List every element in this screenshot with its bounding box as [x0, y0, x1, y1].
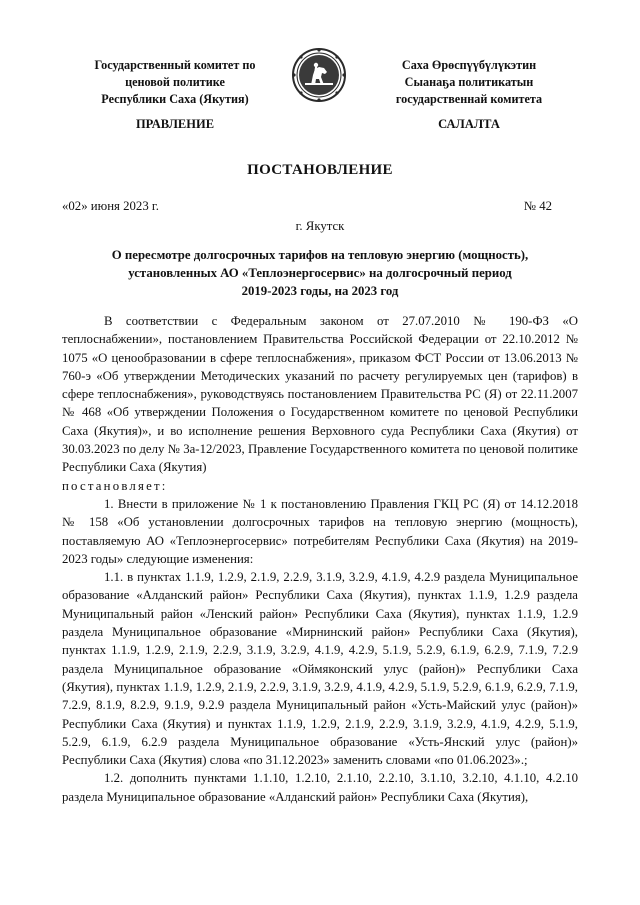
item-1-paragraph: 1. Внести в приложение № 1 к постановлению Правления ГКЦ РС (Я) от 14.12.2018 № 158 «Об установлении долгосрочных тарифов на тепловую энергию (мощность), поставляемую АО «Теплоэнергосервис» потребителям Республики Саха (Якутия) на 2019-2023 годы» следующие изменения: [62, 496, 578, 566]
preamble-paragraph: В соответствии с Федеральным законом от 27.07.2010 № 190-ФЗ «О теплоснабжении», постановлением Правительства Российской Федерации от 22.10.2012 № 1075 «О ценообразовании в сфере теплоснабжения», приказом ФСТ России от 13.06.2013 № 760-э «Об утверждении Методических указаний по расчету регулируемых цен (тарифов) в сфере теплоснабжения», руководствуясь постановлением Правительства РС (Я) от 22.11.2007 № 468 «Об утверждении Положения о Государственном комитете по ценовой Республики Саха (Якутия)», и во исполнение решения Верховного суда Республики Саха (Якутия) от 30.03.2023 по делу № 3а-12/2023, Правление Государственного комитета по ценовой политике Республики Саха (Якутия) [62, 314, 578, 475]
board-label-russian: ПРАВЛЕНИЕ [135, 117, 215, 131]
subject-line: установленных АО «Теплоэнергосервис» на долгосрочный период [128, 266, 512, 280]
item-1-1-paragraph: 1.1. в пунктах 1.1.9, 1.2.9, 2.1.9, 2.2.9, 3.1.9, 3.2.9, 4.1.9, 4.2.9 раздела Муниципальное образование «Алданский район» Республики Саха (Якутия), пунктах 1.1.9, 1.2.9 раздела Муниципальный район «Ленский район» Республики Саха (Якутия), пунктах 1.1.9, 1.2.9 раздела Муниципальное образование «Мирнинский район» Республики Саха (Якутия), пунктах 1.1.9, 1.2.9, 2.1.9, 2.2.9, 3.1.9, 3.2.9, 4.1.9, 4.2.9, 5.1.9, 5.2.9, 6.1.9, 6.2.9, 7.1.9, 7.2.9 раздела Муниципальное образование «Оймяконский улус (район)» Республики Саха (Якутия), пунктах 1.1.9, 1.2.9, 2.1.9, 2.2.9, 3.1.9, 3.2.9, 4.1.9, 4.2.9, 5.1.9, 5.2.9, 6.1.9, 6.2.9, 7.1.9, 7.2.9, 8.1.9, 8.2.9, 9.1.9, 9.2.9 раздела Муниципальный район «Усть-Майский улус (район)» Республики Саха (Якутия) и пунктах 1.1.9, 1.2.9, 2.1.9, 2.2.9, 3.1.9, 3.2.9, 4.1.9, 4.2.9, 5.1.9, 5.2.9, 6.1.9, 6.2.9 раздела Муниципальное образование «Усть-Янский улус (район)» Республики Саха (Якутия) слова «по 31.12.2023» заменить словами «по 01.06.2023».; [62, 570, 578, 768]
item-1-2-paragraph: 1.2. дополнить пунктами 1.1.10, 1.2.10, 2.1.10, 2.2.10, 3.1.10, 3.2.10, 4.1.10, 4.2.10 раздела Муниципальное образование «Алданский район» Республики Саха (Якутия), [62, 771, 578, 804]
committee-name-line: Государственный комитет по [94, 58, 256, 72]
committee-name-line: Республики Саха (Якутия) [101, 92, 249, 106]
committee-name-line: государственнай комитета [395, 92, 543, 106]
committee-name-line: Саха Өрөспүүбүлүкэтин [401, 58, 537, 72]
subject-line: О пересмотре долгосрочных тарифов на тепловую энергию (мощность), [111, 248, 529, 262]
document-body [62, 312, 578, 806]
document-city: г. Якутск [295, 219, 345, 233]
subject-line: 2019-2023 годы, на 2023 год [241, 284, 399, 298]
board-label-sakha: САЛАЛТА [438, 117, 500, 131]
document-number: № 42 [523, 199, 552, 213]
document-subject [70, 246, 570, 300]
committee-name-line: ценовой политике [125, 75, 225, 89]
document-date: «02» июня 2023 г. [62, 199, 159, 213]
committee-name-russian [62, 57, 288, 108]
document-title: ПОСТАНОВЛЕНИЕ [247, 162, 393, 178]
committee-name-sakha [362, 57, 576, 108]
sakha-emblem-icon [291, 47, 347, 103]
committee-name-line: Сыанаҕа политикатын [404, 75, 534, 89]
decree-word: постановляет: [62, 478, 168, 493]
